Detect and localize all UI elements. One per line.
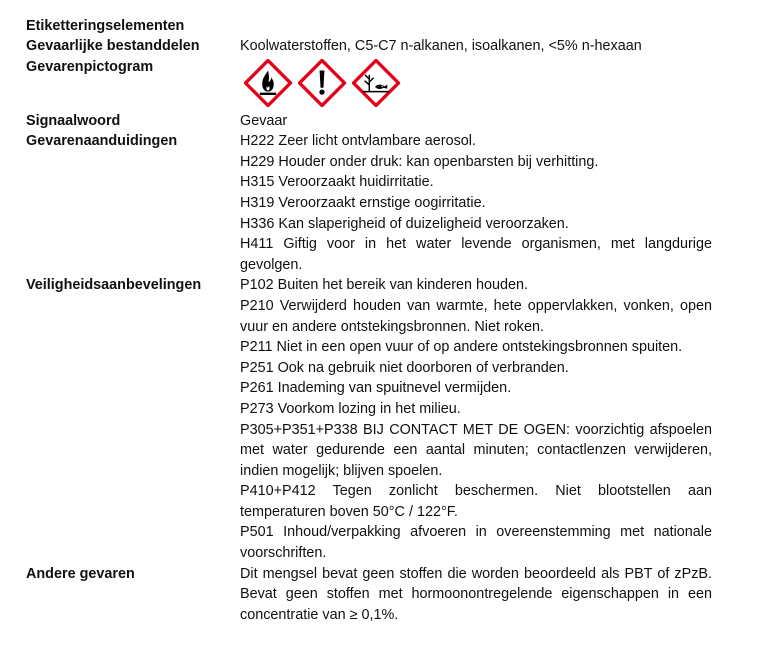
hazard-statements-row — [26, 131, 716, 275]
precautionary-statement: P410+P412 Tegen zonlicht beschermen. Niet blootstellen aan temperaturen boven 50°C / 122°F. — [240, 483, 712, 520]
other-hazards-label: Andere gevaren — [26, 565, 135, 582]
precautionary-statements-row — [26, 275, 716, 563]
hazard-statement: H229 Houder onder druk: kan openbarsten bij verhitting. — [240, 153, 599, 170]
environment-hazard-icon — [352, 59, 400, 107]
ingredients-label: Gevaarlijke bestanddelen — [26, 38, 200, 54]
other-hazards-value: Dit mengsel bevat geen stoffen die worden beoordeeld als PBT of zPzB. Bevat geen stoffen met hormoonontregelende eigenschappen in een concentratie van ≥ 0,1%. — [240, 565, 712, 623]
precautionary-statement: P211 Niet in een open vuur of op andere ontstekingsbronnen spuiten. — [240, 339, 683, 356]
section-title: Etiketteringselementen — [26, 18, 185, 34]
precautionary-statement: P305+P351+P338 BIJ CONTACT MET DE OGEN: voorzichtig afspoelen met water gedurende een aantal minuten; contactlenzen verwijderen, indien mogelijk; blijven spoelen. — [240, 421, 712, 479]
ingredients-row — [26, 36, 716, 57]
pictograms-label: Gevarenpictogram — [26, 58, 154, 75]
hazard-statement: H336 Kan slaperigheid of duizeligheid veroorzaken. — [240, 215, 569, 232]
hazard-statement: H411 Giftig voor in het water levende organismen, met langdurige gevolgen. — [240, 236, 712, 273]
precautionary-statement: P501 Inhoud/verpakking afvoeren in overeenstemming met nationale voorschriften. — [240, 524, 712, 562]
precautionary-statement: P102 Buiten het bereik van kinderen houden. — [240, 277, 529, 294]
pictograms-row — [26, 57, 716, 109]
signal-word-row — [26, 111, 716, 132]
exclamation-mark-icon — [298, 59, 346, 107]
signal-word-label: Signaalwoord — [26, 112, 121, 129]
hazard-statements-label: Gevarenaanduidingen — [26, 133, 178, 150]
precautionary-statements-label: Veiligheidsaanbevelingen — [26, 277, 202, 294]
precautionary-statement: P251 Ook na gebruik niet doorboren of verbranden. — [240, 359, 569, 376]
hazard-statement: H319 Veroorzaakt ernstige oogirritatie. — [240, 194, 486, 211]
pictogram-list — [240, 57, 712, 109]
ingredients-value: Koolwaterstoffen, C5-C7 n-alkanen, isoalkanen, <5% n-hexaan — [240, 38, 642, 54]
precautionary-statement: P210 Verwijderd houden van warmte, hete oppervlakken, vonken, open vuur en andere ontstekingsbronnen. Niet roken. — [240, 297, 712, 335]
flame-icon — [244, 59, 292, 107]
hazard-statement: H222 Zeer licht ontvlambare aerosol. — [240, 133, 476, 150]
precautionary-statement: P261 Inademing van spuitnevel vermijden. — [240, 380, 512, 397]
precautionary-statement: P273 Voorkom lozing in het milieu. — [240, 400, 461, 417]
label-elements-section — [26, 16, 716, 625]
other-hazards-row — [26, 564, 716, 626]
signal-word-value: Gevaar — [240, 112, 288, 129]
hazard-statement: H315 Veroorzaakt huidirritatie. — [240, 174, 434, 191]
